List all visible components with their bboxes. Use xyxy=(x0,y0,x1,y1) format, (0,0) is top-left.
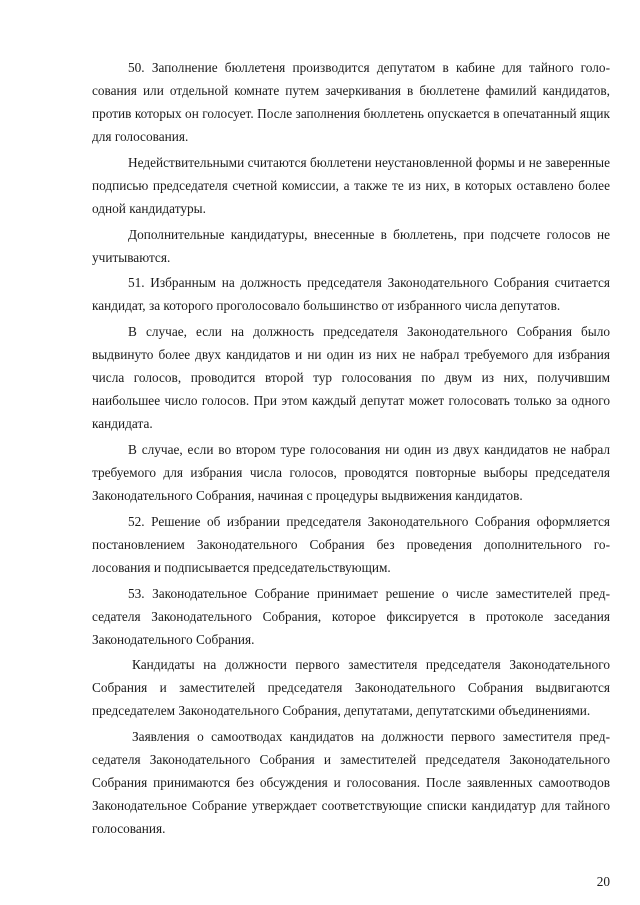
paragraph-51-elected-chairman: 51. Избранным на должность председателя Законодательного Собрания считается кандидат, за которого проголосовало большинство от избранного числа депутатов. xyxy=(92,275,610,314)
paragraph-self-withdrawals: Заявления о самоотводах кандидатов на должности первого заместителя председателя Законодательного Собрания и заместителей председателя Законодательного Собрания принимаются без обсуждения и голосования. После заявленных самоотводов Законодательное Собрание утверждает соответствующие списки кандидатур для тайного голосования. xyxy=(92,729,610,837)
paragraph-second-round: В случае, если на должность председателя Законодательного Собрания было выдвинуто более двух кандидатов и ни один из них не набрал требуемого для избрания числа голосов, проводится второй тур голосования по двум из них, получившим наибольшее число голосов. При этом каждый депутат может голосовать только за одного кандидата. xyxy=(92,324,610,432)
page-number: 20 xyxy=(596,874,610,889)
paragraph-additional-candidates: Дополнительные кандидатуры, внесенные в бюллетень, при подсчете голосов не учитываются. xyxy=(92,226,610,265)
paragraph-53-deputies-number: 53. Законодательное Собрание принимает решение о числе заместителей председателя Законодательного Собрания, которое фиксируется в протоколе заседания Законодательного Собрания. xyxy=(92,585,610,647)
paragraph-deputy-candidates: Кандидаты на должности первого заместителя председателя Законодательного Собрания и заместителей председателя Законодательного Собрания выдвигаются председателем Законодательного Собрания, депутатами, депутатскими объединениями. xyxy=(92,657,610,719)
paragraph-invalid-ballots: Недействительными считаются бюллетени неустановленной формы и не заверенные подписью председателя счетной комиссии, а также те из них, в которых оставлено более одной кандидатуры. xyxy=(92,154,610,216)
paragraph-52-resolution: 52. Решение об избрании председателя Законодательного Собрания оформляется постановлением Законодательного Собрания без проведения дополнительного голосования и подписывается председательствующим. xyxy=(92,513,610,575)
paragraph-repeat-elections: В случае, если во втором туре голосования ни один из двух кандидатов не набрал требуемого для избрания числа голосов, проводятся повторные выборы председателя Законодательного Собрания, начиная с процедуры выдвижения кандидатов. xyxy=(92,441,610,503)
paragraph-50-ballot-filling: 50. Заполнение бюллетеня производится депутатом в кабине для тайного голосования или отдельной комнате путем зачеркивания в бюллетене фамилий кандидатов, против которых он голосует. После заполнения бюллетень опускается в опечатанный ящик для голосования. xyxy=(92,60,610,144)
